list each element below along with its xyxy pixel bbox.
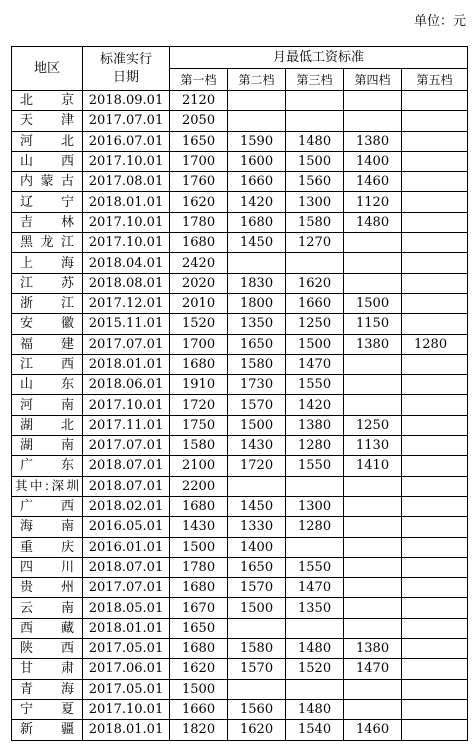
table-row [12,212,468,232]
region-cell: 西藏 [12,618,83,638]
table-row [12,253,468,273]
wage-cell: 1680 [170,578,228,598]
date-cell: 2018.07.01 [83,456,170,476]
date-cell: 2018.09.01 [83,91,170,111]
wage-cell: 1720 [170,395,228,415]
region-cell: 北京 [12,91,83,111]
wage-cell: 1250 [344,415,402,435]
region-cell: 上海 [12,253,83,273]
wage-cell: 1480 [286,131,344,151]
region-cell: 湖南 [12,436,83,456]
wage-cell: 1410 [344,456,402,476]
date-cell: 2017.11.01 [83,415,170,435]
wage-cell: 1650 [170,618,228,638]
wage-cell: 1400 [228,537,286,557]
region-cell: 黑龙江 [12,233,83,253]
wage-cell: 1500 [344,293,402,313]
date-cell: 2017.10.01 [83,699,170,719]
wage-cell [402,679,468,699]
table-row [12,111,468,131]
wage-cell: 1380 [286,415,344,435]
region-cell: 天津 [12,111,83,131]
wage-cell: 2010 [170,293,228,313]
wage-cell [402,395,468,415]
wage-cell: 1450 [228,233,286,253]
wage-cell [402,598,468,618]
wage-cell: 1600 [228,151,286,171]
wage-cell: 1250 [286,314,344,334]
wage-cell [402,415,468,435]
wage-cell [286,253,344,273]
date-cell: 2017.05.01 [83,679,170,699]
wage-cell [402,517,468,537]
region-cell: 内蒙古 [12,172,83,192]
wage-cell [344,557,402,577]
wage-cell [402,496,468,516]
wage-cell: 1480 [286,699,344,719]
wage-cell: 1550 [286,557,344,577]
wage-cell [228,618,286,638]
table-row [12,517,468,537]
wage-cell: 1750 [170,415,228,435]
wage-cell [402,314,468,334]
wage-cell: 1450 [228,496,286,516]
table-row [12,192,468,212]
wage-cell: 1420 [228,192,286,212]
wage-cell: 1720 [228,456,286,476]
wage-cell [344,375,402,395]
region-cell: 河南 [12,395,83,415]
table-row [12,91,468,111]
region-cell: 湖北 [12,415,83,435]
table-row [12,233,468,253]
wage-cell: 1550 [286,456,344,476]
wage-cell: 1680 [170,496,228,516]
region-cell: 浙江 [12,293,83,313]
wage-cell: 1130 [344,436,402,456]
date-cell: 2018.07.01 [83,557,170,577]
wage-cell: 1730 [228,375,286,395]
region-cell: 宁夏 [12,699,83,719]
wage-cell: 1560 [228,699,286,719]
wage-cell [228,253,286,273]
wage-header: 月最低工资标准 [170,47,468,69]
table-row [12,618,468,638]
wage-cell: 1680 [170,639,228,659]
date-cell: 2018.01.01 [83,618,170,638]
wage-cell [344,517,402,537]
region-cell: 江西 [12,354,83,374]
date-cell: 2017.08.01 [83,172,170,192]
table-row [12,172,468,192]
wage-cell [402,192,468,212]
date-cell: 2016.05.01 [83,517,170,537]
wage-cell: 1430 [170,517,228,537]
region-cell: 其中:深圳 [12,476,83,496]
table-row [12,314,468,334]
wage-cell: 1470 [286,354,344,374]
date-cell: 2018.02.01 [83,496,170,516]
wage-cell: 1500 [286,151,344,171]
wage-cell [344,111,402,131]
wage-cell: 1660 [286,293,344,313]
wage-cell: 1350 [286,598,344,618]
wage-cell: 1400 [344,151,402,171]
wage-cell: 1680 [228,212,286,232]
table-row [12,720,468,740]
wage-cell [344,354,402,374]
wage-cell [402,436,468,456]
wage-cell [402,91,468,111]
wage-cell [402,131,468,151]
wage-cell [344,618,402,638]
wage-cell [344,233,402,253]
wage-cell [228,91,286,111]
table-row [12,598,468,618]
table-row [12,476,468,496]
wage-cell: 1480 [344,212,402,232]
table-row [12,436,468,456]
wage-cell: 1800 [228,293,286,313]
table-row [12,395,468,415]
wage-cell: 1580 [228,639,286,659]
date-cell: 2017.12.01 [83,293,170,313]
wage-cell: 1590 [228,131,286,151]
date-cell: 2017.10.01 [83,233,170,253]
table-row [12,537,468,557]
region-cell: 新疆 [12,720,83,740]
wage-cell [286,537,344,557]
wage-cell: 1120 [344,192,402,212]
wage-cell: 1150 [344,314,402,334]
date-cell: 2018.01.01 [83,354,170,374]
wage-cell: 1380 [344,131,402,151]
wage-cell: 1430 [228,436,286,456]
wage-cell: 1910 [170,375,228,395]
wage-cell [402,293,468,313]
wage-cell [286,618,344,638]
wage-cell: 1570 [228,395,286,415]
wage-cell: 1820 [170,720,228,740]
tier-header: 第四档 [344,69,402,91]
wage-cell: 1780 [170,212,228,232]
wage-cell: 1620 [170,659,228,679]
wage-cell [286,679,344,699]
date-cell: 2017.07.01 [83,578,170,598]
wage-cell: 1500 [170,679,228,699]
wage-cell: 1550 [286,375,344,395]
table-row [12,456,468,476]
wage-cell [344,91,402,111]
wage-cell [402,354,468,374]
tier-header: 第二档 [228,69,286,91]
region-cell: 辽宁 [12,192,83,212]
wage-cell [402,720,468,740]
wage-cell [402,172,468,192]
wage-cell [344,273,402,293]
wage-cell: 1460 [344,720,402,740]
wage-cell [228,679,286,699]
date-cell: 2016.07.01 [83,131,170,151]
wage-cell [402,578,468,598]
table-row [12,273,468,293]
wage-cell [286,111,344,131]
wage-cell: 1420 [286,395,344,415]
wage-cell: 1580 [286,212,344,232]
table-row [12,151,468,171]
date-cell: 2017.07.01 [83,334,170,354]
wage-cell: 1580 [170,436,228,456]
wage-cell: 1350 [228,314,286,334]
date-cell: 2017.10.01 [83,151,170,171]
date-cell: 2018.06.01 [83,375,170,395]
wage-cell: 1500 [228,598,286,618]
wage-cell [402,639,468,659]
wage-cell [402,375,468,395]
wage-cell: 1680 [170,233,228,253]
table-row [12,415,468,435]
wage-cell: 1380 [344,334,402,354]
date-cell: 2017.07.01 [83,436,170,456]
wage-cell: 1300 [286,192,344,212]
wage-cell: 1680 [170,354,228,374]
wage-cell [402,699,468,719]
date-header: 标准实行日期 [83,47,170,91]
tier-header: 第五档 [402,69,468,91]
tier-header: 第三档 [286,69,344,91]
wage-cell: 1660 [228,172,286,192]
table-row [12,496,468,516]
date-cell: 2018.01.01 [83,720,170,740]
wage-cell: 1480 [286,639,344,659]
wage-cell [286,91,344,111]
wage-cell [344,598,402,618]
table-row [12,375,468,395]
wage-cell [402,557,468,577]
wage-cell: 1300 [286,496,344,516]
wage-cell: 2050 [170,111,228,131]
region-cell: 青海 [12,679,83,699]
region-cell: 河北 [12,131,83,151]
wage-cell [344,679,402,699]
wage-cell [344,395,402,415]
region-cell: 陕西 [12,639,83,659]
wage-cell: 1540 [286,720,344,740]
table-row [12,679,468,699]
wage-cell: 1500 [286,334,344,354]
date-cell: 2015.11.01 [83,314,170,334]
wage-cell [402,659,468,679]
wage-cell: 1560 [286,172,344,192]
wage-cell: 1500 [228,415,286,435]
region-header: 地区 [12,47,83,91]
wage-cell: 1330 [228,517,286,537]
wage-cell: 1520 [286,659,344,679]
wage-cell: 2420 [170,253,228,273]
wage-cell: 1830 [228,273,286,293]
wage-cell: 2100 [170,456,228,476]
wage-cell: 1620 [286,273,344,293]
wage-cell: 1650 [228,334,286,354]
table-row [12,334,468,354]
region-cell: 四川 [12,557,83,577]
region-cell: 甘肃 [12,659,83,679]
table-row [12,699,468,719]
wage-cell: 1270 [286,233,344,253]
wage-cell: 1650 [170,131,228,151]
wage-cell: 1650 [228,557,286,577]
date-cell: 2018.07.01 [83,476,170,496]
wage-cell: 1280 [286,517,344,537]
date-cell: 2018.05.01 [83,598,170,618]
date-cell: 2017.10.01 [83,212,170,232]
wage-cell: 1470 [286,578,344,598]
table-row [12,293,468,313]
wage-cell [286,476,344,496]
wage-cell: 1280 [286,436,344,456]
table-row [12,659,468,679]
wage-cell: 1620 [170,192,228,212]
region-cell: 广西 [12,496,83,516]
region-cell: 海南 [12,517,83,537]
region-cell: 福建 [12,334,83,354]
wage-cell [402,273,468,293]
region-cell: 山西 [12,151,83,171]
wage-cell [402,476,468,496]
wage-cell: 1660 [170,699,228,719]
date-cell: 2018.01.01 [83,192,170,212]
wage-cell: 1520 [170,314,228,334]
wage-cell [344,537,402,557]
wage-cell: 1580 [228,354,286,374]
date-cell: 2017.05.01 [83,639,170,659]
wage-cell: 1700 [170,151,228,171]
wage-cell: 1670 [170,598,228,618]
minimum-wage-table [11,46,468,741]
wage-cell [402,151,468,171]
date-cell: 2017.06.01 [83,659,170,679]
tier-header: 第一档 [170,69,228,91]
region-cell: 重庆 [12,537,83,557]
wage-cell: 1470 [344,659,402,679]
region-cell: 安徽 [12,314,83,334]
wage-cell [344,578,402,598]
wage-cell [402,212,468,232]
wage-cell: 2020 [170,273,228,293]
region-cell: 云南 [12,598,83,618]
wage-cell: 1380 [344,639,402,659]
wage-cell [228,111,286,131]
wage-cell: 1570 [228,659,286,679]
unit-label: 单位：元 [413,14,466,29]
wage-cell [344,496,402,516]
wage-cell: 2120 [170,91,228,111]
wage-cell: 1620 [228,720,286,740]
wage-cell [344,699,402,719]
wage-cell: 1700 [170,334,228,354]
wage-cell [402,537,468,557]
region-cell: 吉林 [12,212,83,232]
table-row [12,557,468,577]
wage-cell [402,456,468,476]
date-cell: 2017.07.01 [83,111,170,131]
wage-cell [344,253,402,273]
region-cell: 广东 [12,456,83,476]
region-cell: 贵州 [12,578,83,598]
wage-cell: 1460 [344,172,402,192]
wage-cell: 1780 [170,557,228,577]
wage-cell: 1760 [170,172,228,192]
table-row [12,131,468,151]
date-cell: 2018.04.01 [83,253,170,273]
region-cell: 江苏 [12,273,83,293]
table-row [12,578,468,598]
region-cell: 山东 [12,375,83,395]
wage-cell: 1500 [170,537,228,557]
wage-cell: 1280 [402,334,468,354]
table-row [12,639,468,659]
wage-cell [344,476,402,496]
wage-cell: 1570 [228,578,286,598]
date-cell: 2016.01.01 [83,537,170,557]
wage-cell [402,618,468,638]
wage-cell [228,476,286,496]
wage-cell [402,233,468,253]
table-row [12,354,468,374]
wage-cell [402,111,468,131]
wage-cell [402,253,468,273]
date-cell: 2018.08.01 [83,273,170,293]
wage-cell: 2200 [170,476,228,496]
date-cell: 2017.10.01 [83,395,170,415]
